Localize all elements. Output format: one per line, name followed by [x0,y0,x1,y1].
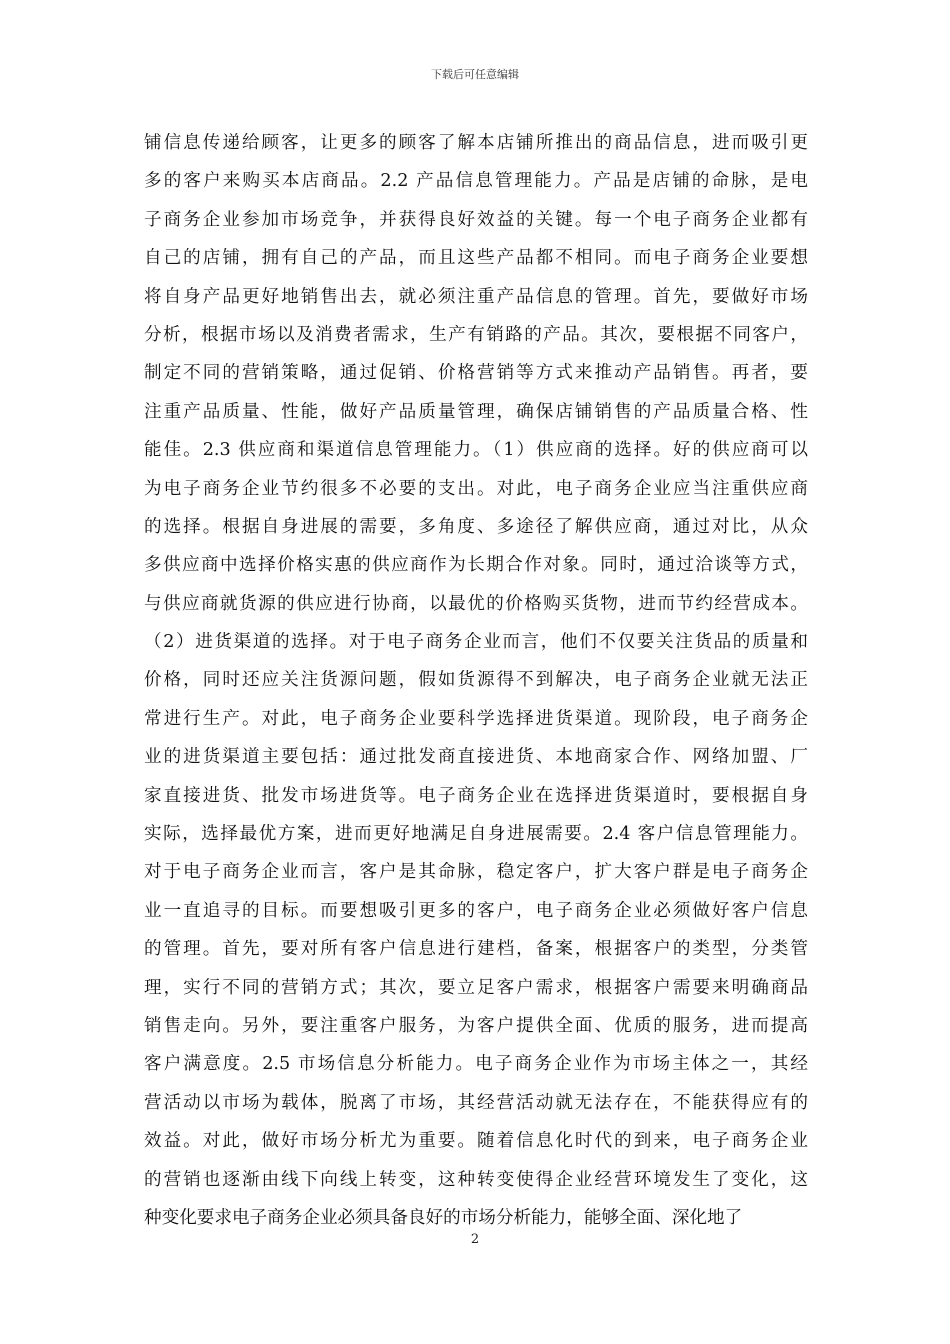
text-line: 能佳。2.3 供应商和渠道信息管理能力。（1）供应商的选择。好的供应商可以 [144,440,808,461]
body-text [144,124,808,1237]
text-line: 家直接进货、批发市场进货等。电子商务企业在选择进货渠道时，要根据自身 [144,785,808,806]
text-line: 常进行生产。对此，电子商务企业要科学选择进货渠道。现阶段，电子商务企 [144,708,808,729]
page-header: 下载后可任意编辑 [431,68,519,81]
text-line: 理，实行不同的营销方式；其次，要立足客户需求，根据客户需要来明确商品 [144,977,808,998]
text-line: 对于电子商务企业而言，客户是其命脉，稳定客户，扩大客户群是电子商务企 [144,862,808,883]
text-line: 价格，同时还应关注货源问题，假如货源得不到解决，电子商务企业就无法正 [144,670,808,691]
text-line: 种变化要求电子商务企业必须具备良好的市场分析能力，能够全面、深化地了 [144,1207,743,1228]
text-line: 客户满意度。2.5 市场信息分析能力。电子商务企业作为市场主体之一，其经 [144,1054,808,1075]
text-line: 的选择。根据自身进展的需要，多角度、多途径了解供应商，通过对比，从众 [144,516,808,537]
text-line: 业一直追寻的目标。而要想吸引更多的客户，电子商务企业必须做好客户信息 [144,900,808,921]
text-line: 分析，根据市场以及消费者需求，生产有销路的产品。其次，要根据不同客户， [144,324,808,345]
text-line: 的营销也逐渐由线下向线上转变，这种转变使得企业经营环境发生了变化，这 [144,1169,808,1190]
text-line: 自己的店铺，拥有自己的产品，而且这些产品都不相同。而电子商务企业要想 [144,248,808,269]
text-line: 销售走向。另外，要注重客户服务，为客户提供全面、优质的服务，进而提高 [144,1015,808,1036]
text-line: 子商务企业参加市场竞争，并获得良好效益的关键。每一个电子商务企业都有 [144,209,808,230]
text-line: 业的进货渠道主要包括：通过批发商直接进货、本地商家合作、网络加盟、厂 [144,747,808,768]
text-line: （2）进货渠道的选择。对于电子商务企业而言，他们不仅要关注货品的质量和 [144,632,808,653]
text-line: 铺信息传递给顾客，让更多的顾客了解本店铺所推出的商品信息，进而吸引更 [144,133,808,153]
text-line: 为电子商务企业节约很多不必要的支出。对此，电子商务企业应当注重供应商 [144,478,808,499]
text-line: 营活动以市场为载体，脱离了市场，其经营活动就无法存在，不能获得应有的 [144,1092,808,1113]
text-line: 制定不同的营销策略，通过促销、价格营销等方式来推动产品销售。再者，要 [144,363,808,384]
text-line: 与供应商就货源的供应进行协商，以最优的价格购买货物，进而节约经营成本。 [144,593,808,614]
text-line: 将自身产品更好地销售出去，就必须注重产品信息的管理。首先，要做好市场 [144,286,808,307]
page-number: 2 [470,1232,480,1247]
text-line: 注重产品质量、性能，做好产品质量管理，确保店铺销售的产品质量合格、性 [144,401,808,422]
text-line: 实际，选择最优方案，进而更好地满足自身进展需要。2.4 客户信息管理能力。 [144,824,808,845]
text-line: 效益。对此，做好市场分析尤为重要。随着信息化时代的到来，电子商务企业 [144,1131,808,1152]
text-line: 的管理。首先，要对所有客户信息进行建档，备案，根据客户的类型，分类管 [144,939,808,960]
text-line: 多的客户来购买本店商品。2.2 产品信息管理能力。产品是店铺的命脉，是电 [144,171,808,192]
text-line: 多供应商中选择价格实惠的供应商作为长期合作对象。同时，通过洽谈等方式， [144,555,808,576]
